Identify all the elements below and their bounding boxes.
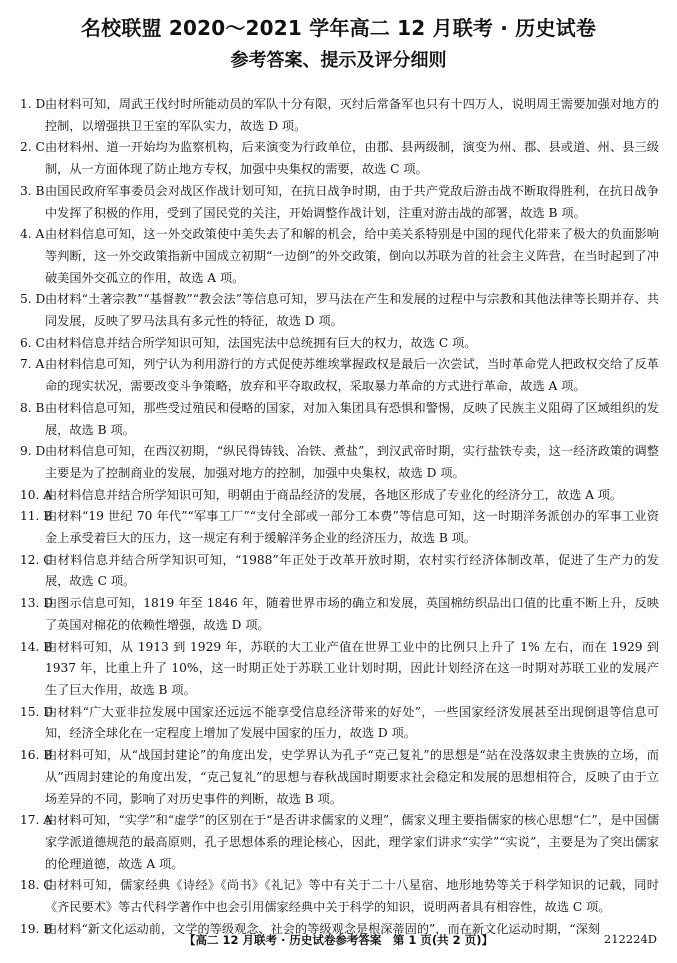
answer-number: 19. B [20,921,53,936]
answer-item [20,398,659,441]
answer-number: 7. A [20,357,45,372]
answer-number: 13. D [20,596,54,611]
answer-explanation: 由材料信息可知，在西汉初期，“纵民得铸钱、冶铁、煮盐”，到汉武帝时期，实行盐铁专卖，这一经济政策的调整主要是为了控制商业的发展，加强对地方的控制，加强中央集权，故选 D 项。 [45,444,659,480]
answer-item [20,137,659,180]
answer-explanation: 由材料信息并结合所学知识可知，明朝由于商品经济的发展，各地区形成了专业化的经济分工，故选 A 项。 [45,487,623,502]
answer-number: 3. B [20,183,45,198]
answer-item [20,506,659,549]
answer-number: 2. C [20,140,45,155]
answer-explanation: 由材料可知，“实学”和“虚学”的区别在于“是否讲求儒家的义理”，儒家义理主要指儒家的核心思想“仁”，是中国儒家学派道德规范的最高原则，孔子思想体系的理论核心，因此，理学家们讲求“实学”“实说”，主要是为了突出儒家的伦理道德，故选 A 项。 [45,813,659,871]
answer-explanation: 由图示信息可知，1819 年至 1846 年，随着世界市场的确立和发展，英国棉纺织品出口值的比重不断上升，反映了英国对棉花的依赖性增强，故选 D 项。 [45,596,659,632]
footer-code: 212224D [603,932,657,946]
answer-item [20,485,659,507]
page-subtitle: 参考答案、提示及评分细则 [230,50,447,71]
answer-item [20,637,659,702]
answer-explanation: 由国民政府军事委员会对战区作战计划可知，在抗日战争时期，由于共产党敌后游击战不断取得胜利，在抗日战争中发挥了积极的作用，受到了国民党的关注，开始调整作战计划，注重对游击战的部署，故选 B 项。 [45,183,659,220]
answer-item [20,181,659,224]
answer-list [20,94,659,940]
answer-item [20,441,659,484]
answer-number: 8. B [20,400,45,415]
answer-number: 15. D [20,704,54,719]
answer-explanation: 由材料可知，从“战国封建论”的角度出发，史学界认为孔子“克己复礼”的思想是“站在没落奴隶主贵族的立场，而从”西周封建论的角度出发，“克己复礼”的思想与春秋战国时期要求社会稳定和发展的思想相符合，反映了由于立场差异的不同，影响了对历史事件的判断，故选 B 项。 [45,748,659,806]
answer-explanation: 由材料可知，儒家经典《诗经》《尚书》《礼记》等中有关于二十八星宿、地形地势等关于科学知识的记载，同时《齐民要术》等古代科学著作中也会引用儒家经典中关于科学的知识，说明两者具有相容性，故选 C 项。 [45,878,659,915]
answer-explanation: 由材料“土著宗教”“基督教”“教会法”等信息可知，罗马法在产生和发展的过程中与宗教和其他法律等长期并存、共同发展，反映了罗马法具有多元性的特征，故选 D 项。 [45,292,659,329]
answer-item [20,702,659,745]
answer-explanation: 由材料“广大亚非拉发展中国家还远远不能享受信息经济带来的好处”，一些国家经济发展甚至出现倒退等信息可知，经济全球化在一定程度上增加了发展中国家的压力，故选 D 项。 [45,704,659,741]
answer-item [20,289,659,332]
answer-number: 5. D [20,292,46,307]
answer-item [20,550,659,593]
answer-explanation: 由材料“新文化运动前，文学的等级观念、社会的等级观念是根深蒂固的”，而在新文化运动时期，“深刻 [45,921,600,936]
answer-explanation: 由材料州、道一开始均为监察机构，后来演变为行政单位，由郡、县两级制，演变为州、郡、县或道、州、县三级制，从一方面体现了防止地方专权，加强中央集权的需要，故选 C 项。 [45,140,659,177]
answer-number: 16. B [20,748,53,763]
answer-item [20,593,659,636]
answer-number: 12. C [20,552,53,567]
page-title: 名校联盟 2020～2021 学年高二 12 月联考 · 历史试卷 [80,16,597,40]
answer-explanation: 由材料信息可知，列宁认为利用游行的方式促使苏维埃掌握政权是最后一次尝试，当时革命党人把政权交给了反革命的现实状况，需要改变斗争策略，放弃和平夺取政权，采取暴力革命的方式进行革命，故选 A 项。 [45,357,659,394]
answer-explanation: 由材料“19 世纪 70 年代”“军事工厂”“支付全部或一部分工本费”等信息可知，这一时期洋务派创办的军事工业资金上承受着巨大的压力，这一规定有利于缓解洋务企业的经济压力，故选 B 项。 [45,509,659,546]
answer-number: 18. C [20,878,53,893]
answer-item [20,810,659,875]
answer-number: 4. A [20,227,45,242]
answer-item [20,333,659,355]
footer-page-info: 【高二 12 月联考 · 历史试卷参考答案 第 1 页(共 2 页)】 [184,933,493,947]
answer-number: 1. D [20,97,46,111]
answer-number: 14. B [20,639,53,654]
answer-item [20,875,659,918]
answer-explanation: 由材料信息可知，那些受过殖民和侵略的国家，对加入集团具有恐惧和警惕，反映了民族主义阻碍了区域组织的发展，故选 B 项。 [45,400,659,437]
answer-explanation: 由材料可知，周武王伐纣时所能动员的军队十分有限，灭纣后常备军也只有十四万人，说明周王需要加强对地方的控制，以增强拱卫王室的军队实力，故选 D 项。 [45,97,659,133]
page-footer [0,932,677,952]
answer-number: 10. A [20,487,53,502]
answer-item [20,745,659,810]
answer-item [20,354,659,397]
answer-explanation: 由材料信息并结合所学知识可知，法国宪法中总统拥有巨大的权力，故选 C 项。 [45,335,477,350]
answer-item [20,94,659,137]
answer-number: 9. D [20,444,46,459]
answer-number: 6. C [20,335,45,350]
answer-number: 17. A [20,813,53,828]
answer-item [20,224,659,289]
answer-explanation: 由材料信息可知，这一外交政策使中美失去了和解的机会，给中美关系特别是中国的现代化带来了极大的负面影响等判断，这一外交政策指新中国成立初期“一边倒”的外交政策，倒向以苏联为首的社会主义阵营，在当时起到了冲破美国外交孤立的作用，故选 A 项。 [45,227,659,285]
answer-explanation: 由材料信息并结合所学知识可知，“1988”年正处于改革开放时期，农村实行经济体制改革，促进了生产力的发展，故选 C 项。 [45,552,659,589]
answer-explanation: 由材料可知，从 1913 到 1929 年，苏联的大工业产值在世界工业中的比例只上升了 1% 左右，而在 1929 到 1937 年，比重上升了 10%，这一时期正处于苏联工业计划时期，因此计划经济在这一时期对苏联工业的发展产生了巨大作用，故选 B 项。 [45,639,659,697]
answer-number: 11. B [20,509,53,524]
